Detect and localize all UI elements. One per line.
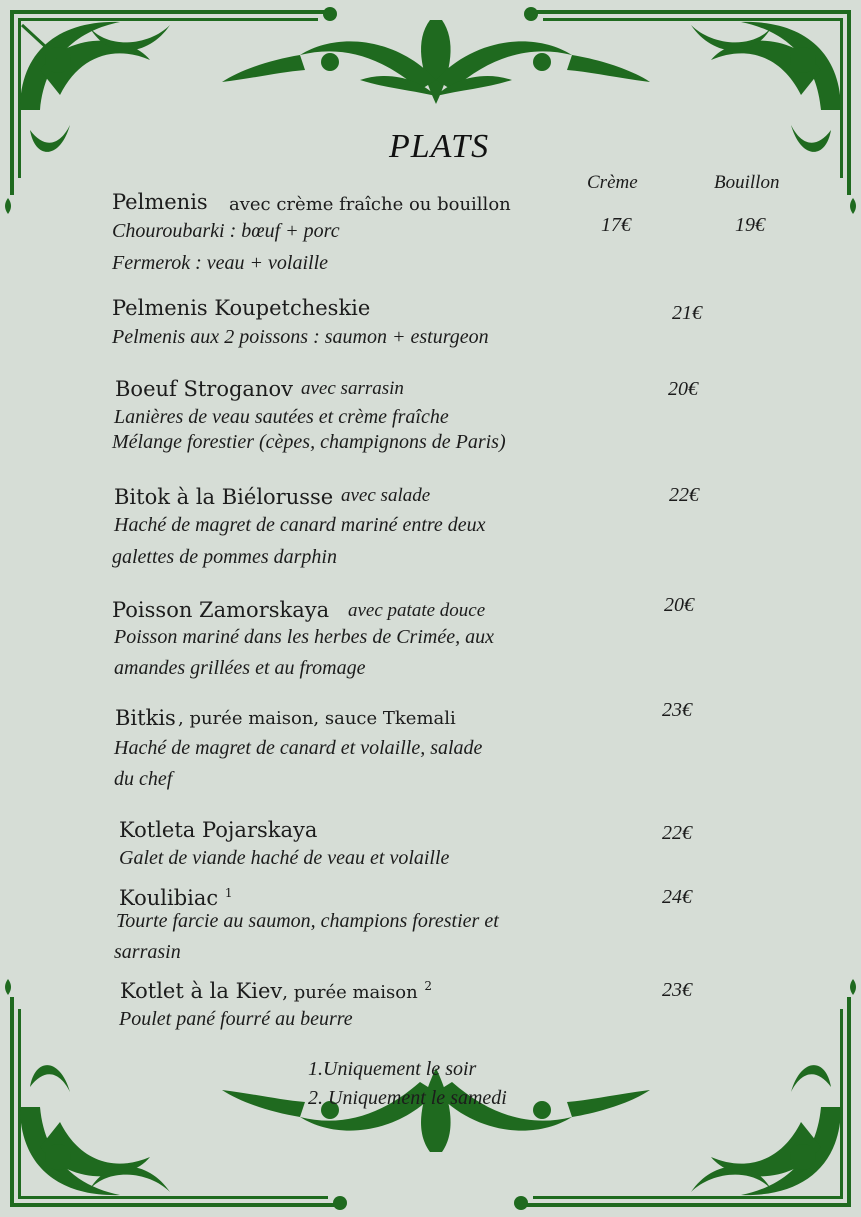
dish-name: Boeuf Stroganov [115,377,293,401]
footnote-marker: 2 [424,979,433,993]
dish-subtitle: avec patate douce [348,600,486,621]
dish-description-line: Fermerok : veau + volaille [112,252,329,274]
column-header-creme: Crème [587,172,638,193]
dish-name-text: Kotlet à la Kiev [120,979,283,1003]
dish-name: Bitkis [115,706,176,730]
page-title: PLATS [389,128,490,165]
dish-name-text: Koulibiac [119,886,219,910]
corner-ornament-bottom-right [514,979,856,1210]
footnote: 1.Uniquement le soir [308,1058,477,1080]
center-flourish-top [222,20,650,104]
dish-description-line: Galet de viande haché de veau et volaille [119,847,450,869]
dish-subtitle: avec crème fraîche ou bouillon [229,194,511,215]
dish-price: 22€ [662,822,692,844]
dish-subtitle: avec salade [341,485,431,506]
dish-description-line: Lanières de veau sautées et crème fraîche [114,406,449,428]
dish-description-line: Mélange forestier (cèpes, champignons de Paris) [112,431,506,453]
dish-subtitle: avec sarrasin [301,378,404,399]
dish-name [120,979,432,1003]
dish-description-line: Pelmenis aux 2 poissons : saumon + esturgeon [112,326,489,348]
dish-description-line: Haché de magret de canard mariné entre deux [114,514,486,536]
dish-description-line: Poisson mariné dans les herbes de Crimée, aux [114,626,494,648]
dish-description-line: Haché de magret de canard et volaille, salade [114,737,483,759]
corner-ornament-top-right [524,7,856,214]
dish-price: 20€ [668,378,698,400]
dish-description-line: Tourte farcie au saumon, champions forestier et [116,910,499,932]
dish-price: 23€ [662,979,692,1001]
dish-price: 21€ [672,302,702,324]
footnote: 2. Uniquement le samedi [308,1087,507,1109]
dish-description-line: Poulet pané fourré au beurre [119,1008,353,1030]
dish-description-line: du chef [114,768,173,790]
dish-price: 23€ [662,699,692,721]
price-creme: 17€ [601,214,631,236]
dish-description-line: sarrasin [114,941,181,963]
dish-subtitle: , purée maison [282,982,418,1003]
dish-name: Pelmenis Koupetcheskie [112,296,371,320]
price-bouillon: 19€ [735,214,765,236]
dish-description-line: Chouroubarki : bœuf + porc [112,220,340,242]
dish-price: 20€ [664,594,694,616]
dish-name: Pelmenis [112,190,208,214]
dish-name: Bitok à la Biélorusse [114,485,334,509]
dish-name: Poisson Zamorskaya [112,598,330,622]
dish-name [119,886,233,910]
dish-name: Kotleta Pojarskaya [119,818,318,842]
dish-subtitle: , purée maison, sauce Tkemali [178,708,456,729]
dish-price: 24€ [662,886,692,908]
dish-price: 22€ [669,484,699,506]
corner-ornament-top-left [5,7,337,214]
dish-description-line: galettes de pommes darphin [112,546,337,568]
dish-description-line: amandes grillées et au fromage [114,657,366,679]
footnote-marker: 1 [224,886,233,900]
column-header-bouillon: Bouillon [714,172,780,193]
